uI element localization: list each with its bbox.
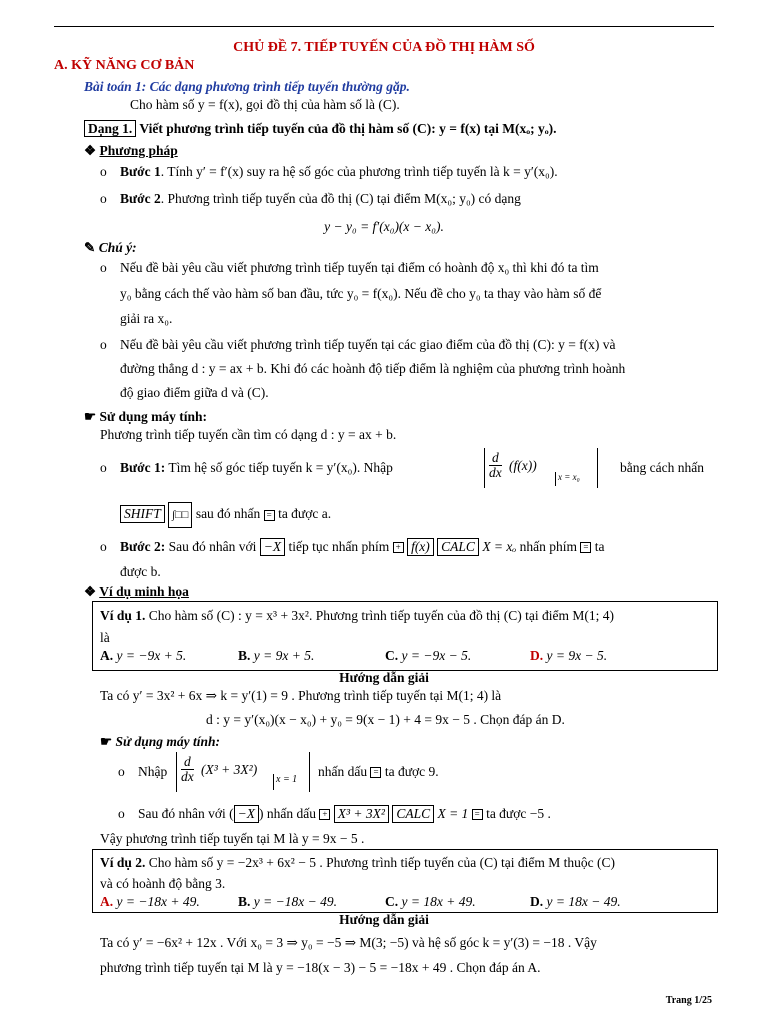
- method-heading-row: [84, 143, 178, 159]
- circle-icon: o: [100, 539, 107, 554]
- calc-step1-text: Tìm hệ số góc tiếp tuyến k = y′(x₀). Nhập: [168, 460, 393, 475]
- example1-option-a: [100, 648, 186, 664]
- ex1-calc2-result: ta được −5 .: [486, 806, 551, 821]
- note-heading-row: [84, 240, 137, 256]
- x-equals-x0: X = xₒ: [482, 539, 517, 554]
- circle-icon: o: [100, 191, 107, 206]
- plus-key-icon: +: [393, 542, 404, 553]
- note1-line3: giải ra x₀.: [120, 311, 173, 326]
- example2-option-a: [100, 894, 200, 910]
- note2-line1: [100, 337, 616, 353]
- ex1-calc2-text: Sau đó nhân với: [138, 806, 226, 821]
- step2-text: . Phương trình tiếp tuyến của đồ thị (C) tại điểm M(x₀; y₀) có dạng: [160, 191, 521, 206]
- ex1-calc-result: ta được 9.: [384, 764, 439, 779]
- solution1-line1: Ta có y′ = 3x² + 6x ⇒ k = y′(1) = 9 . Phương trình tiếp tuyến tại M(1; 4) là: [100, 688, 502, 703]
- step1-label: Bước 1: [120, 164, 161, 179]
- equals-key-icon: =: [264, 510, 275, 521]
- note1-line1: [100, 260, 599, 276]
- evaluation-point: x = x₀: [555, 472, 580, 486]
- d-dx-fraction: [489, 451, 502, 480]
- x-equals-1: X = 1: [437, 806, 469, 821]
- option-letter: D.: [530, 894, 544, 909]
- calc-heading-row: [84, 409, 207, 425]
- option-letter: B.: [238, 894, 251, 909]
- ex1-calc-after: nhấn dấu: [318, 764, 368, 779]
- top-rule: [54, 26, 714, 27]
- option-value: y = 9x + 5.: [253, 648, 315, 663]
- option-value: y = −9x + 5.: [116, 648, 187, 663]
- fx-key: f(x): [407, 538, 434, 556]
- dx-denominator: dx: [181, 769, 194, 784]
- example1-option-c: [385, 648, 471, 664]
- example1-text: Cho hàm số (C) : y = x³ + 3x². Phương trình tiếp tuyến của đồ thị (C) tại điểm M(1; 4): [148, 608, 615, 623]
- note2-line3: độ giao điểm giữa d và (C).: [120, 385, 269, 400]
- circle-icon: o: [100, 164, 107, 179]
- calc-key: CALC: [437, 538, 479, 556]
- circle-icon: o: [100, 260, 107, 275]
- problem-heading: Bài toán 1: Các dạng phương trình tiếp tuyến thường gặp.: [84, 79, 410, 94]
- example2-text2: và có hoành độ bằng 3.: [100, 876, 226, 891]
- solution2-line2: phương trình tiếp tuyến tại M là y = −18(x − 3) − 5 = −18x + 49 . Chọn đáp án A.: [100, 960, 541, 975]
- example2-question: [100, 855, 615, 871]
- calc-step1-after: bằng cách nhấn: [620, 460, 704, 475]
- shift-key: SHIFT: [120, 505, 165, 523]
- calc-step2-line2: được b.: [120, 564, 161, 579]
- calc-intro: Phương trình tiếp tuyến cần tìm có dạng d : y = ax + b.: [100, 427, 397, 442]
- circle-icon: o: [118, 806, 125, 821]
- calc-step2-line: [100, 538, 605, 556]
- pointing-hand-icon: ☛: [84, 409, 97, 424]
- calc-step1-line2: [120, 502, 331, 528]
- calc-step2-end: nhấn phím: [519, 539, 578, 554]
- ex1-evaluation-point: x = 1: [273, 774, 297, 790]
- option-letter: C.: [385, 894, 399, 909]
- ex1-calc2-mid: nhấn dấu: [266, 806, 316, 821]
- method-heading: Phương pháp: [99, 143, 178, 158]
- option-letter: D.: [530, 648, 544, 663]
- examples-heading: Ví dụ minh họa: [99, 584, 189, 599]
- ex1-conclusion: Vậy phương trình tiếp tuyến tại M là y = 9x − 5 .: [100, 831, 365, 846]
- solution1-line2: d : y = y′(x₀)(x − x₀) + y₀ = 9(x − 1) + 4 = 9x − 5 . Chọn đáp án D.: [206, 712, 565, 727]
- pointing-hand-icon: ☛: [100, 734, 113, 749]
- note1-text: Nếu đề bài yêu cầu viết phương trình tiếp tuyến tại điểm có hoành độ x₀ thì khi đó ta tìm: [120, 260, 599, 275]
- option-letter: A.: [100, 894, 114, 909]
- ex1-calc-after-row: [318, 764, 439, 780]
- option-value: y = 18x + 49.: [401, 894, 476, 909]
- page-number: Trang 1/25: [665, 995, 712, 1006]
- equals-key-icon: =: [472, 809, 483, 820]
- d-numerator: d: [184, 754, 191, 769]
- page-title: CHỦ ĐỀ 7. TIẾP TUYẾN CỦA ĐỒ THỊ HÀM SỐ: [233, 40, 535, 55]
- form1-line: [84, 121, 557, 137]
- example1-option-b: [238, 648, 314, 664]
- equals-key-icon: =: [370, 767, 381, 778]
- note2-text: Nếu đề bài yêu cầu viết phương trình tiếp tuyến tại các giao điểm của đồ thị (C): y = f(x) và: [120, 337, 616, 352]
- step2-line: [100, 191, 521, 207]
- example2-option-b: [238, 894, 337, 910]
- step1-line: [100, 164, 558, 180]
- ex1-calc-input-label: Nhập: [138, 764, 168, 779]
- option-value: y = −9x − 5.: [401, 648, 472, 663]
- option-letter: C.: [385, 648, 399, 663]
- neg-x-key: −X: [260, 538, 285, 556]
- integral-key: ∫□□: [168, 502, 192, 528]
- note-heading: Chú ý:: [98, 240, 137, 255]
- example1-text2: là: [100, 630, 110, 645]
- calc-step2-mid: tiếp tục nhấn phím: [288, 539, 390, 554]
- ex1-d-dx-fraction: [181, 755, 194, 784]
- derivative-input-box: [484, 448, 598, 488]
- diamond-icon: ❖: [84, 143, 97, 158]
- note1-line2: y₀ bằng cách thế vào hàm số ban đầu, tức y₀ = f(x₀). Nếu đề cho y₀ ta thay vào hàm số để: [120, 286, 602, 301]
- plus-key-icon: +: [319, 809, 330, 820]
- examples-heading-row: [84, 584, 189, 600]
- note2-line2: đường thẳng d : y = ax + b. Khi đó các hoành độ tiếp điểm là nghiệm của phương trình hoành: [120, 361, 626, 376]
- calc-heading: Sử dụng máy tính:: [99, 409, 207, 424]
- calc-step1-line2-text: sau đó nhấn: [195, 506, 261, 522]
- option-value: y = −18x − 49.: [253, 894, 337, 909]
- ex1-derivative-expr: (X³ + 3X²): [201, 762, 258, 777]
- circle-icon: o: [118, 764, 125, 779]
- form1-text: Viết phương trình tiếp tuyến của đồ thị hàm số (C): y = f(x) tại M(xₒ; yₒ).: [139, 121, 557, 136]
- example2-text: Cho hàm số y = −2x³ + 6x² − 5 . Phương trình tiếp tuyến của (C) tại điểm M thuộc (C): [148, 855, 615, 870]
- step1-text: . Tính y′ = f′(x) suy ra hệ số góc của phương trình tiếp tuyến là k = y′(x₀).: [160, 164, 558, 179]
- example1-question: [100, 608, 614, 624]
- equals-key-icon: =: [580, 542, 591, 553]
- problem-intro: Cho hàm số y = f(x), gọi đồ thị của hàm số là (C).: [130, 97, 400, 112]
- calc-step2-label: Bước 2:: [120, 539, 166, 554]
- pencil-icon: ✎: [84, 240, 96, 255]
- calc-step1-label: Bước 1:: [120, 460, 166, 475]
- ex1-calc-input-row: [118, 764, 167, 780]
- example2-label: Ví dụ 2.: [100, 855, 146, 870]
- ex1-calc-heading: Sử dụng máy tính:: [115, 734, 220, 749]
- solution2-line1: Ta có y′ = −6x² + 12x . Với x₀ = 3 ⇒ y₀ = −5 ⇒ M(3; −5) và hệ số góc k = y′(3) = −18 . Vậy: [100, 935, 597, 950]
- dx-denominator: dx: [489, 465, 502, 480]
- section-heading: A. KỸ NĂNG CƠ BẢN: [54, 58, 195, 73]
- calc-key: CALC: [392, 805, 434, 823]
- calc-step2-text: Sau đó nhân với: [168, 539, 257, 554]
- ex1-derivative-box: [176, 752, 310, 792]
- option-value: y = −18x + 49.: [116, 894, 200, 909]
- circle-icon: o: [100, 337, 107, 352]
- option-letter: A.: [100, 648, 114, 663]
- ex1-calc2-row: o Sau đó nhân với ( −X ) nhấn dấu + X³ + 3X² CALC X = 1 = ta được −5 .: [118, 806, 551, 821]
- neg-x-key: −X: [234, 805, 259, 823]
- example1-option-d: [530, 648, 607, 664]
- solution1-heading: Hướng dẫn giải: [339, 670, 429, 685]
- calc-step1-line: [100, 460, 393, 476]
- example2-option-c: [385, 894, 476, 910]
- option-value: y = 9x − 5.: [546, 648, 608, 663]
- form1-label: Dạng 1.: [84, 120, 136, 137]
- option-value: y = 18x − 49.: [546, 894, 621, 909]
- option-letter: B.: [238, 648, 251, 663]
- expression-key: X³ + 3X²: [334, 805, 389, 823]
- calc-step2-end2: ta: [594, 539, 605, 554]
- step2-formula: y − y₀ = f′(x₀)(x − x₀).: [324, 219, 444, 234]
- example1-label: Ví dụ 1.: [100, 608, 146, 623]
- diamond-icon: ❖: [84, 584, 97, 599]
- example2-option-d: [530, 894, 621, 910]
- circle-icon: o: [100, 460, 107, 475]
- derivative-expr: (f(x)): [509, 458, 537, 473]
- calc-step1-line2-end: ta được a.: [278, 506, 332, 522]
- d-numerator: d: [492, 450, 499, 465]
- solution2-heading: Hướng dẫn giải: [339, 912, 429, 927]
- ex1-calc-heading-row: [100, 734, 220, 750]
- step2-label: Bước 2: [120, 191, 161, 206]
